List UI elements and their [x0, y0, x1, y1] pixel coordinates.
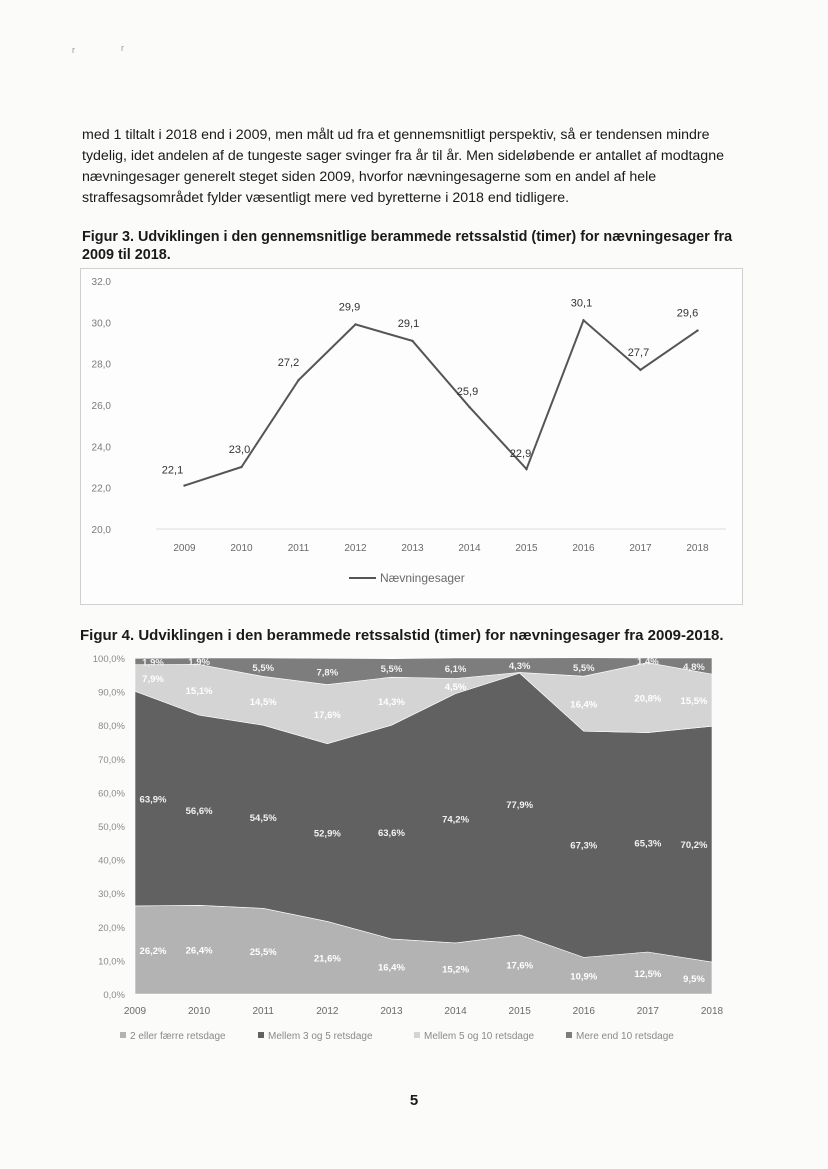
y-tick-label: 20,0: [91, 525, 111, 536]
data-point: [696, 329, 698, 331]
x-tick-label: 2012: [316, 1006, 339, 1017]
data-label: 22,9: [509, 448, 532, 461]
data-label: 12,5%: [634, 969, 662, 980]
x-tick-label: 2015: [515, 543, 538, 554]
x-tick-label: 2016: [572, 543, 595, 554]
series-line-naevningesager: [185, 317, 698, 485]
data-label: 16,4%: [377, 962, 405, 974]
x-tick-label: 2016: [572, 1006, 595, 1017]
x-tick-label: 2015: [508, 1006, 531, 1017]
data-label: 14,3%: [377, 697, 405, 709]
y-tick-label: 40,0%: [98, 855, 125, 867]
data-label: 1,9%: [188, 657, 210, 669]
data-label: 29,1: [397, 317, 420, 330]
data-label: 10,9%: [570, 971, 598, 983]
data-point: [525, 468, 527, 470]
data-label: 4,5%: [444, 682, 467, 694]
data-label: 70,2%: [680, 840, 708, 852]
figure3-title: Figur 3. Udviklingen i den gennemsnitlige berammede retssalstid (timer) for nævningesager fra 2009 til 2018.: [82, 229, 733, 263]
data-label: 77,9%: [506, 799, 534, 811]
data-label: 26,4%: [185, 945, 213, 957]
figure3-chart-frame: [80, 268, 743, 605]
data-label: 26,2%: [139, 945, 167, 957]
legend-label: Mere end 10 retsdage: [576, 1031, 674, 1042]
data-label: 4,8%: [683, 662, 705, 674]
legend-label: Mellem 5 og 10 retsdage: [424, 1031, 535, 1042]
y-tick-label: 30,0%: [98, 889, 125, 901]
data-label: 74,2%: [442, 814, 470, 826]
data-label: 67,3%: [570, 840, 598, 852]
data-label: 1,4%: [637, 656, 659, 668]
data-label: 14,5%: [249, 696, 277, 708]
figure3-line-chart: [81, 269, 742, 604]
data-label: 65,3%: [634, 838, 662, 850]
x-tick-label: 2009: [173, 543, 196, 554]
data-label: 23,0: [228, 444, 251, 456]
data-label: 54,5%: [249, 812, 277, 824]
data-label: 15,1%: [185, 685, 213, 697]
data-label: 22,1: [161, 464, 184, 477]
data-label: 20,8%: [634, 693, 662, 705]
x-tick-label: 2011: [252, 1006, 274, 1017]
y-tick-label: 32.0: [91, 277, 111, 288]
data-label: 63,6%: [377, 828, 405, 840]
data-label: 5,5%: [380, 663, 403, 675]
legend-swatch-icon: [566, 1032, 572, 1038]
legend-swatch-icon: [414, 1032, 420, 1038]
data-label: 5,5%: [572, 662, 595, 674]
x-tick-label: 2018: [686, 543, 709, 554]
x-tick-label: 2018: [700, 1006, 724, 1017]
data-label: 30,1: [570, 297, 593, 310]
figure4-area-chart: [80, 648, 740, 1048]
data-label: 29,6: [676, 307, 699, 320]
data-point: [639, 369, 641, 371]
data-label: 17,6%: [506, 960, 534, 972]
y-tick-label: 24,0: [91, 442, 111, 454]
y-tick-label: 26,0: [91, 401, 111, 412]
x-tick-label: 2014: [444, 1006, 467, 1017]
figure4-title: Figur 4. Udviklingen i den berammede retssalstid (timer) for nævningesager fra 2009-2018.: [80, 627, 724, 644]
scan-mark: r: [121, 43, 124, 53]
legend-label: Mellem 3 og 5 retsdage: [268, 1031, 373, 1042]
data-label: 56,6%: [185, 806, 213, 818]
data-label: 5,5%: [252, 663, 275, 675]
data-label: 7,9%: [142, 673, 164, 685]
x-tick-label: 2010: [187, 1006, 211, 1017]
y-tick-label: 30,0: [91, 318, 111, 330]
x-tick-label: 2013: [380, 1006, 403, 1017]
y-tick-label: 50,0%: [98, 822, 125, 833]
y-tick-label: 70,0%: [98, 754, 125, 766]
data-label: 16,4%: [570, 699, 598, 711]
y-tick-label: 100,0%: [92, 654, 125, 665]
data-label: 52,9%: [313, 828, 341, 840]
x-tick-label: 2014: [458, 543, 481, 554]
data-label: 25,5%: [249, 947, 277, 959]
data-label: 27,7: [627, 346, 650, 359]
data-label: 6,1%: [444, 664, 467, 676]
data-point: [297, 379, 299, 381]
data-label: 27,2: [277, 357, 300, 370]
x-tick-label: 2013: [401, 543, 424, 554]
x-tick-label: 2012: [344, 543, 367, 554]
data-label: 15,2%: [442, 964, 470, 976]
data-point: [411, 340, 413, 342]
data-label: 15,5%: [680, 696, 708, 708]
y-tick-label: 80,0%: [98, 721, 125, 733]
data-point: [183, 484, 185, 486]
page-number: 5: [409, 1092, 419, 1109]
data-label: 9,5%: [683, 974, 705, 986]
y-tick-label: 22,0: [91, 483, 111, 495]
legend-swatch-icon: [120, 1032, 126, 1038]
data-point: [468, 406, 470, 408]
data-label: 21,6%: [313, 953, 341, 965]
legend-label: 2 eller færre retsdage: [130, 1031, 226, 1042]
data-label: 29,9: [338, 301, 361, 314]
x-tick-label: 2009: [123, 1006, 147, 1017]
data-label: 63,9%: [139, 794, 167, 806]
x-tick-label: 2011: [287, 543, 310, 554]
data-label: 7,8%: [316, 667, 339, 679]
legend-swatch-icon: [258, 1032, 264, 1038]
y-tick-label: 10,0%: [98, 956, 125, 968]
data-label: 1,9%: [142, 657, 164, 669]
data-label: 25,9: [456, 386, 479, 399]
y-tick-label: 20,0%: [98, 922, 125, 934]
scan-mark: r: [72, 45, 75, 55]
body-paragraph: med 1 tiltalt i 2018 end i 2009, men målt ud fra et gennemsnitligt perspektiv, så er tendensen mindre tydelig, idet andelen af de tungeste sager svinger fra år til år. Men sideløbende er antallet af modtagne nævningesager generelt steget siden 2009, hvorfor nævningesagerne som en andel af hele straffesagsområdet fylder væsentligt mere ved byretterne i 2018 end tidligere.: [82, 127, 724, 206]
x-tick-label: 2017: [636, 1006, 660, 1017]
x-tick-label: 2017: [629, 543, 652, 554]
y-tick-label: 28,0: [91, 359, 111, 371]
data-label: 17,6%: [313, 710, 341, 722]
y-tick-label: 90,0%: [98, 687, 125, 699]
y-tick-label: 60,0%: [98, 788, 125, 800]
legend-label: Nævningesager: [380, 571, 465, 585]
data-point: [240, 466, 242, 468]
data-label: 4,3%: [508, 661, 531, 673]
data-point: [582, 319, 584, 321]
x-tick-label: 2010: [230, 543, 253, 554]
y-tick-label: 0,0%: [103, 990, 125, 1001]
data-point: [354, 323, 356, 325]
